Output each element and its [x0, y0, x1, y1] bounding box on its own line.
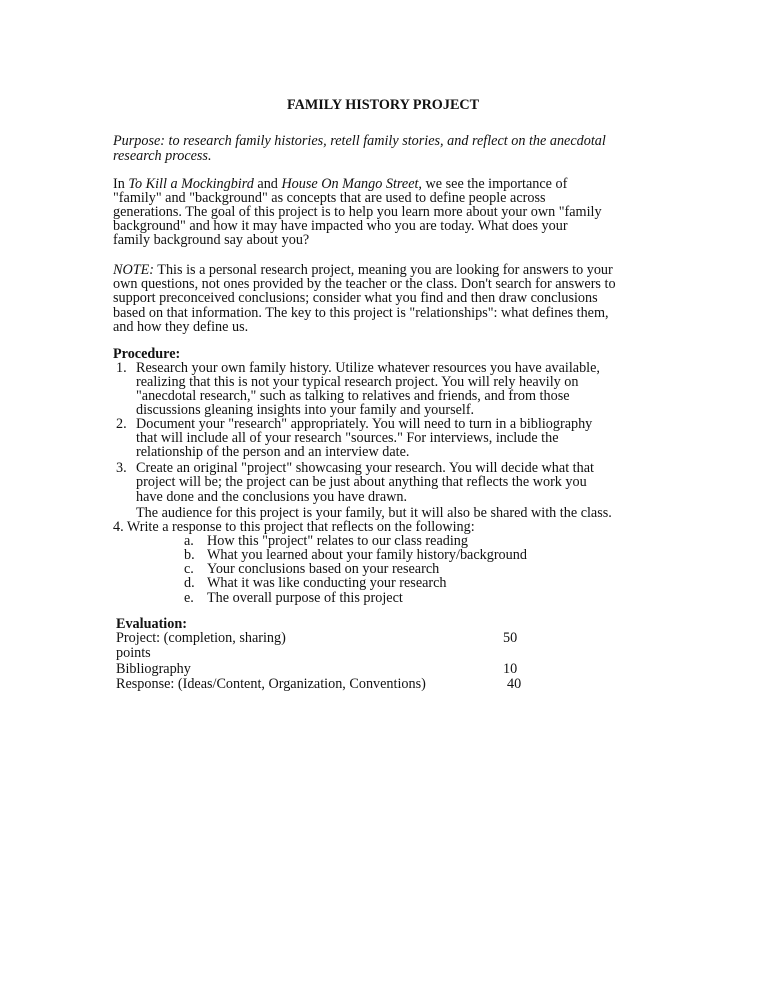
subitem-letter: b.	[184, 547, 195, 563]
intro-in: In	[113, 176, 125, 192]
subitem-letter: c.	[184, 561, 194, 577]
evaluation-label: points	[116, 645, 151, 661]
evaluation-heading: Evaluation:	[116, 616, 187, 632]
step-4: 4. Write a response to this project that reflects on the following:	[113, 519, 475, 535]
note-text: This is a personal research project, meaning you are looking for answers to your	[157, 262, 613, 278]
purpose-line-1: Purpose: to research family histories, retell family stories, and reflect on the anecdotal	[113, 133, 606, 149]
evaluation-label: Bibliography	[116, 661, 191, 677]
intro-line-5: family background say about you?	[113, 232, 310, 248]
step-1-line-3: "anecdotal research," such as talking to relatives and friends, and from those	[136, 388, 570, 404]
step-1-line-1: Research your own family history. Utilize whatever resources you have available,	[136, 360, 600, 376]
step-2-line-2: that will include all of your research "sources." For interviews, include the	[136, 430, 559, 446]
step-number: 2.	[116, 416, 127, 432]
step-3-line-1: Create an original "project" showcasing your research. You will decide what that	[136, 460, 594, 476]
evaluation-points: 40	[507, 676, 522, 692]
subitem-letter: e.	[184, 590, 194, 606]
intro-line-2: "family" and "background" as concepts that are used to define people across	[113, 190, 546, 206]
step-3-line-2: project will be; the project can be just about anything that reflects the work you	[136, 474, 587, 490]
subitem-c: Your conclusions based on your research	[207, 561, 440, 577]
evaluation-points: 50	[503, 630, 518, 646]
purpose-line-2: research process.	[113, 148, 212, 164]
subitem-d: What it was like conducting your research	[207, 575, 447, 591]
note-line-2: own questions, not ones provided by the teacher or the class. Don't search for answers to	[113, 276, 616, 292]
step-1-line-4: discussions gleaning insights into your family and yourself.	[136, 402, 475, 418]
step-3-line-4: The audience for this project is your family, but it will also be shared with the class.	[136, 505, 612, 521]
step-number: 1.	[116, 360, 127, 376]
intro-and: and	[257, 176, 278, 192]
subitem-a: How this "project" relates to our class reading	[207, 533, 468, 549]
step-2-line-1: Document your "research" appropriately. You will need to turn in a bibliography	[136, 416, 593, 432]
intro-rest: we see the importance of	[425, 176, 568, 192]
step-3-line-3: have done and the conclusions you have drawn.	[136, 489, 408, 505]
evaluation-label: Response: (Ideas/Content, Organization, Conventions)	[116, 676, 426, 692]
note-line-5: and how they define us.	[113, 319, 249, 335]
book-title-mango-street: House On Mango Street,	[281, 176, 422, 192]
step-2-line-3: relationship of the person and an interview date.	[136, 444, 410, 460]
note-label: NOTE:	[113, 262, 154, 278]
subitem-b: What you learned about your family history/background	[207, 547, 527, 563]
evaluation-points: 10	[503, 661, 518, 677]
subitem-letter: d.	[184, 575, 195, 591]
subitem-e: The overall purpose of this project	[207, 590, 403, 606]
evaluation-label: Project: (completion, sharing)	[116, 630, 286, 646]
note-line-3: support preconceived conclusions; consider what you find and then draw conclusions	[113, 290, 598, 306]
intro-line-4: background" and how it may have impacted who you are today. What does your	[113, 218, 568, 234]
intro-line-3: generations. The goal of this project is to help you learn more about your own "family	[113, 204, 602, 220]
procedure-heading: Procedure:	[113, 346, 181, 362]
step-1-line-2: realizing that this is not your typical research project. You will rely heavily on	[136, 374, 579, 390]
subitem-letter: a.	[184, 533, 194, 549]
page-title: FAMILY HISTORY PROJECT	[287, 97, 480, 113]
note-line-4: based on that information. The key to this project is "relationships": what defines them,	[113, 305, 609, 321]
step-number: 3.	[116, 460, 127, 476]
book-title-mockingbird: To Kill a Mockingbird	[128, 176, 254, 192]
